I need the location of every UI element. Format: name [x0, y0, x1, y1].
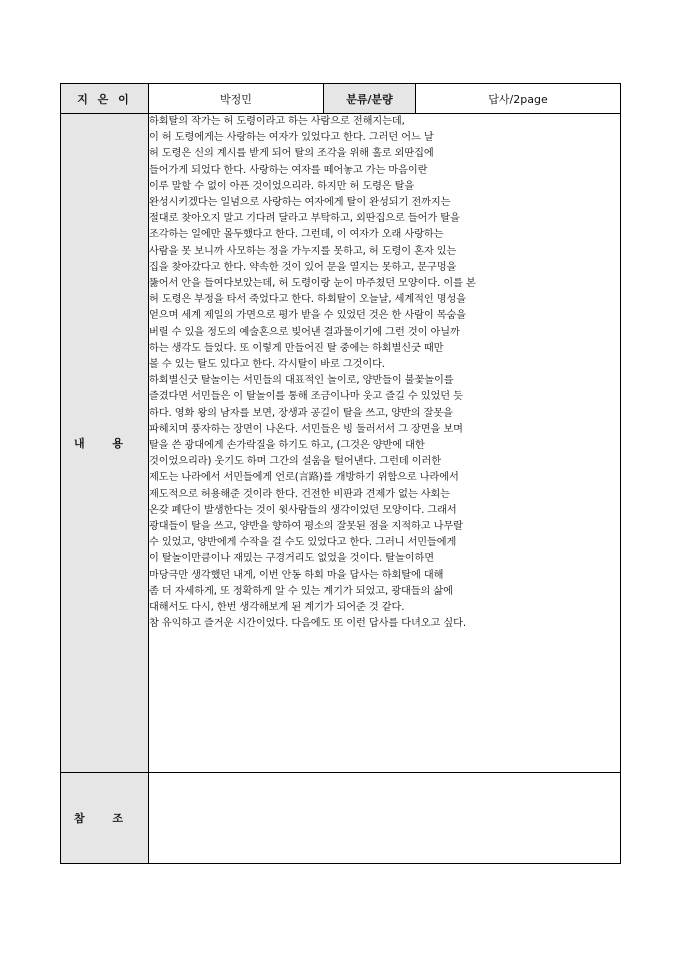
content-line: 하회별신굿 탈놀이는 서민들의 대표적인 놀이로, 양반들이 불꽃놀이를	[149, 375, 454, 387]
content-line: 것이었으리라) 웃기도 하며 그간의 설움을 털어낸다. 그런데 이러한	[149, 456, 441, 468]
content-line: 수 있었고, 양반에게 수작을 걸 수도 있었다고 한다. 그러니 서민들에게	[149, 537, 457, 549]
content-line: 대해서도 다시, 한번 생각해보게 된 계기가 되어준 것 같다.	[149, 602, 405, 614]
content-line: 조각하는 일에만 몰두했다고 한다. 그런데, 이 여자가 오래 사랑하는	[149, 229, 444, 241]
content-line: 제도는 나라에서 서민들에게 언로(言路)를 개방하기 위함으로 나라에서	[149, 472, 459, 484]
notes-label: 참 조	[61, 773, 149, 864]
content-line: 하다. 영화 왕의 남자를 보면, 장생과 공길이 탈을 쓰고, 양반의 잘못을	[149, 407, 453, 419]
content-line: 이 허 도령에게는 사랑하는 여자가 있었다고 한다. 그러던 어느 날	[149, 132, 434, 144]
content-row	[61, 114, 621, 773]
content-line: 좀 더 자세하게, 또 정확하게 알 수 있는 계기가 되었고, 광대들의 삶에	[149, 585, 453, 597]
content-line: 완성시키겠다는 일념으로 사랑하는 여자에게 탈이 완성되기 전까지는	[149, 197, 451, 209]
content-line: 들어가게 되었다 한다. 사랑하는 여자를 떼어놓고 가는 마음이란	[149, 164, 428, 176]
content-body	[149, 114, 621, 773]
content-line: 이루 말할 수 없이 아픈 것이었으리라. 하지만 허 도령은 탈을	[149, 180, 415, 192]
content-line: 하는 생각도 들었다. 또 이렇게 만들어진 탈 중에는 하회별신굿 때만	[149, 342, 444, 354]
content-line: 참 유익하고 즐거운 시간이었다. 다음에도 또 이런 답사를 다녀오고 싶다.	[149, 618, 467, 630]
content-line: 사람을 못 보니까 사모하는 정을 가누지를 못하고, 허 도령이 혼자 있는	[149, 245, 457, 257]
content-line: 허 도령은 신의 계시를 받게 되어 탈의 조각을 위해 홀로 외딴집에	[149, 148, 434, 160]
content-line: 뚫어서 안을 들여다보았는데, 허 도령이랑 눈이 마주쳤던 모양이다. 이를 본	[149, 278, 476, 290]
content-line: 즐겼다면 서민들은 이 탈놀이를 통해 조금이나마 웃고 즐길 수 있었던 듯	[149, 391, 463, 403]
content-line: 마당극만 생각했던 내게, 이번 안동 하회 마을 답사는 하회탈에 대해	[149, 569, 444, 581]
author-value: 박정민	[149, 84, 324, 114]
content-text	[149, 114, 620, 633]
content-line: 집을 찾아갔다고 한다. 약속한 것이 있어 문을 열지는 못하고, 문구멍을	[149, 261, 457, 273]
report-form-table	[60, 83, 621, 864]
category-label: 분류/분량	[324, 84, 416, 114]
content-line: 볼 수 있는 탈도 있다고 한다. 각시탈이 바로 그것이다.	[149, 359, 385, 371]
notes-row	[61, 773, 621, 864]
content-line: 버릴 수 있을 정도의 예술혼으로 빚어낸 결과물이기에 그런 것이 아닐까	[149, 326, 460, 338]
content-line: 이 탈놀이만큼이나 재밌는 구경거리도 없었을 것이다. 탈놀이하면	[149, 553, 434, 565]
content-line: 허 도령은 부정을 타서 죽었다고 한다. 하회탈이 오늘날, 세계적인 명성을	[149, 294, 467, 306]
content-line: 광대들이 탈을 쓰고, 양반을 향하여 평소의 잘못된 점을 지적하고 나무랄	[149, 521, 463, 533]
content-line: 하회탈의 작가는 허 도령이라고 하는 사람으로 전해지는데,	[149, 116, 405, 127]
content-line: 온갖 폐단이 발생한다는 것이 윗사람들의 생각이었던 모양이다. 그래서	[149, 504, 457, 516]
content-line: 제도적으로 허용해준 것이라 한다. 건전한 비판과 견제가 없는 사회는	[149, 488, 450, 500]
content-line: 절대로 찾아오지 말고 기다려 달라고 부탁하고, 외딴집으로 들어가 탈을	[149, 213, 460, 225]
content-line: 탈을 쓴 광대에게 손가락질을 하기도 하고, (그것은 양반에 대한	[149, 440, 425, 452]
author-label: 지 은 이	[61, 84, 149, 114]
content-label: 내 용	[61, 114, 149, 773]
notes-body	[149, 773, 621, 864]
category-value: 답사/2page	[416, 84, 621, 114]
content-line: 파헤치며 풍자하는 장면이 나온다. 서민들은 빙 둘러서서 그 장면을 보며	[149, 423, 463, 435]
header-row	[61, 84, 621, 114]
content-line: 얻으며 세계 제일의 가면으로 평가 받을 수 있었던 것은 한 사람이 목숨을	[149, 310, 467, 322]
